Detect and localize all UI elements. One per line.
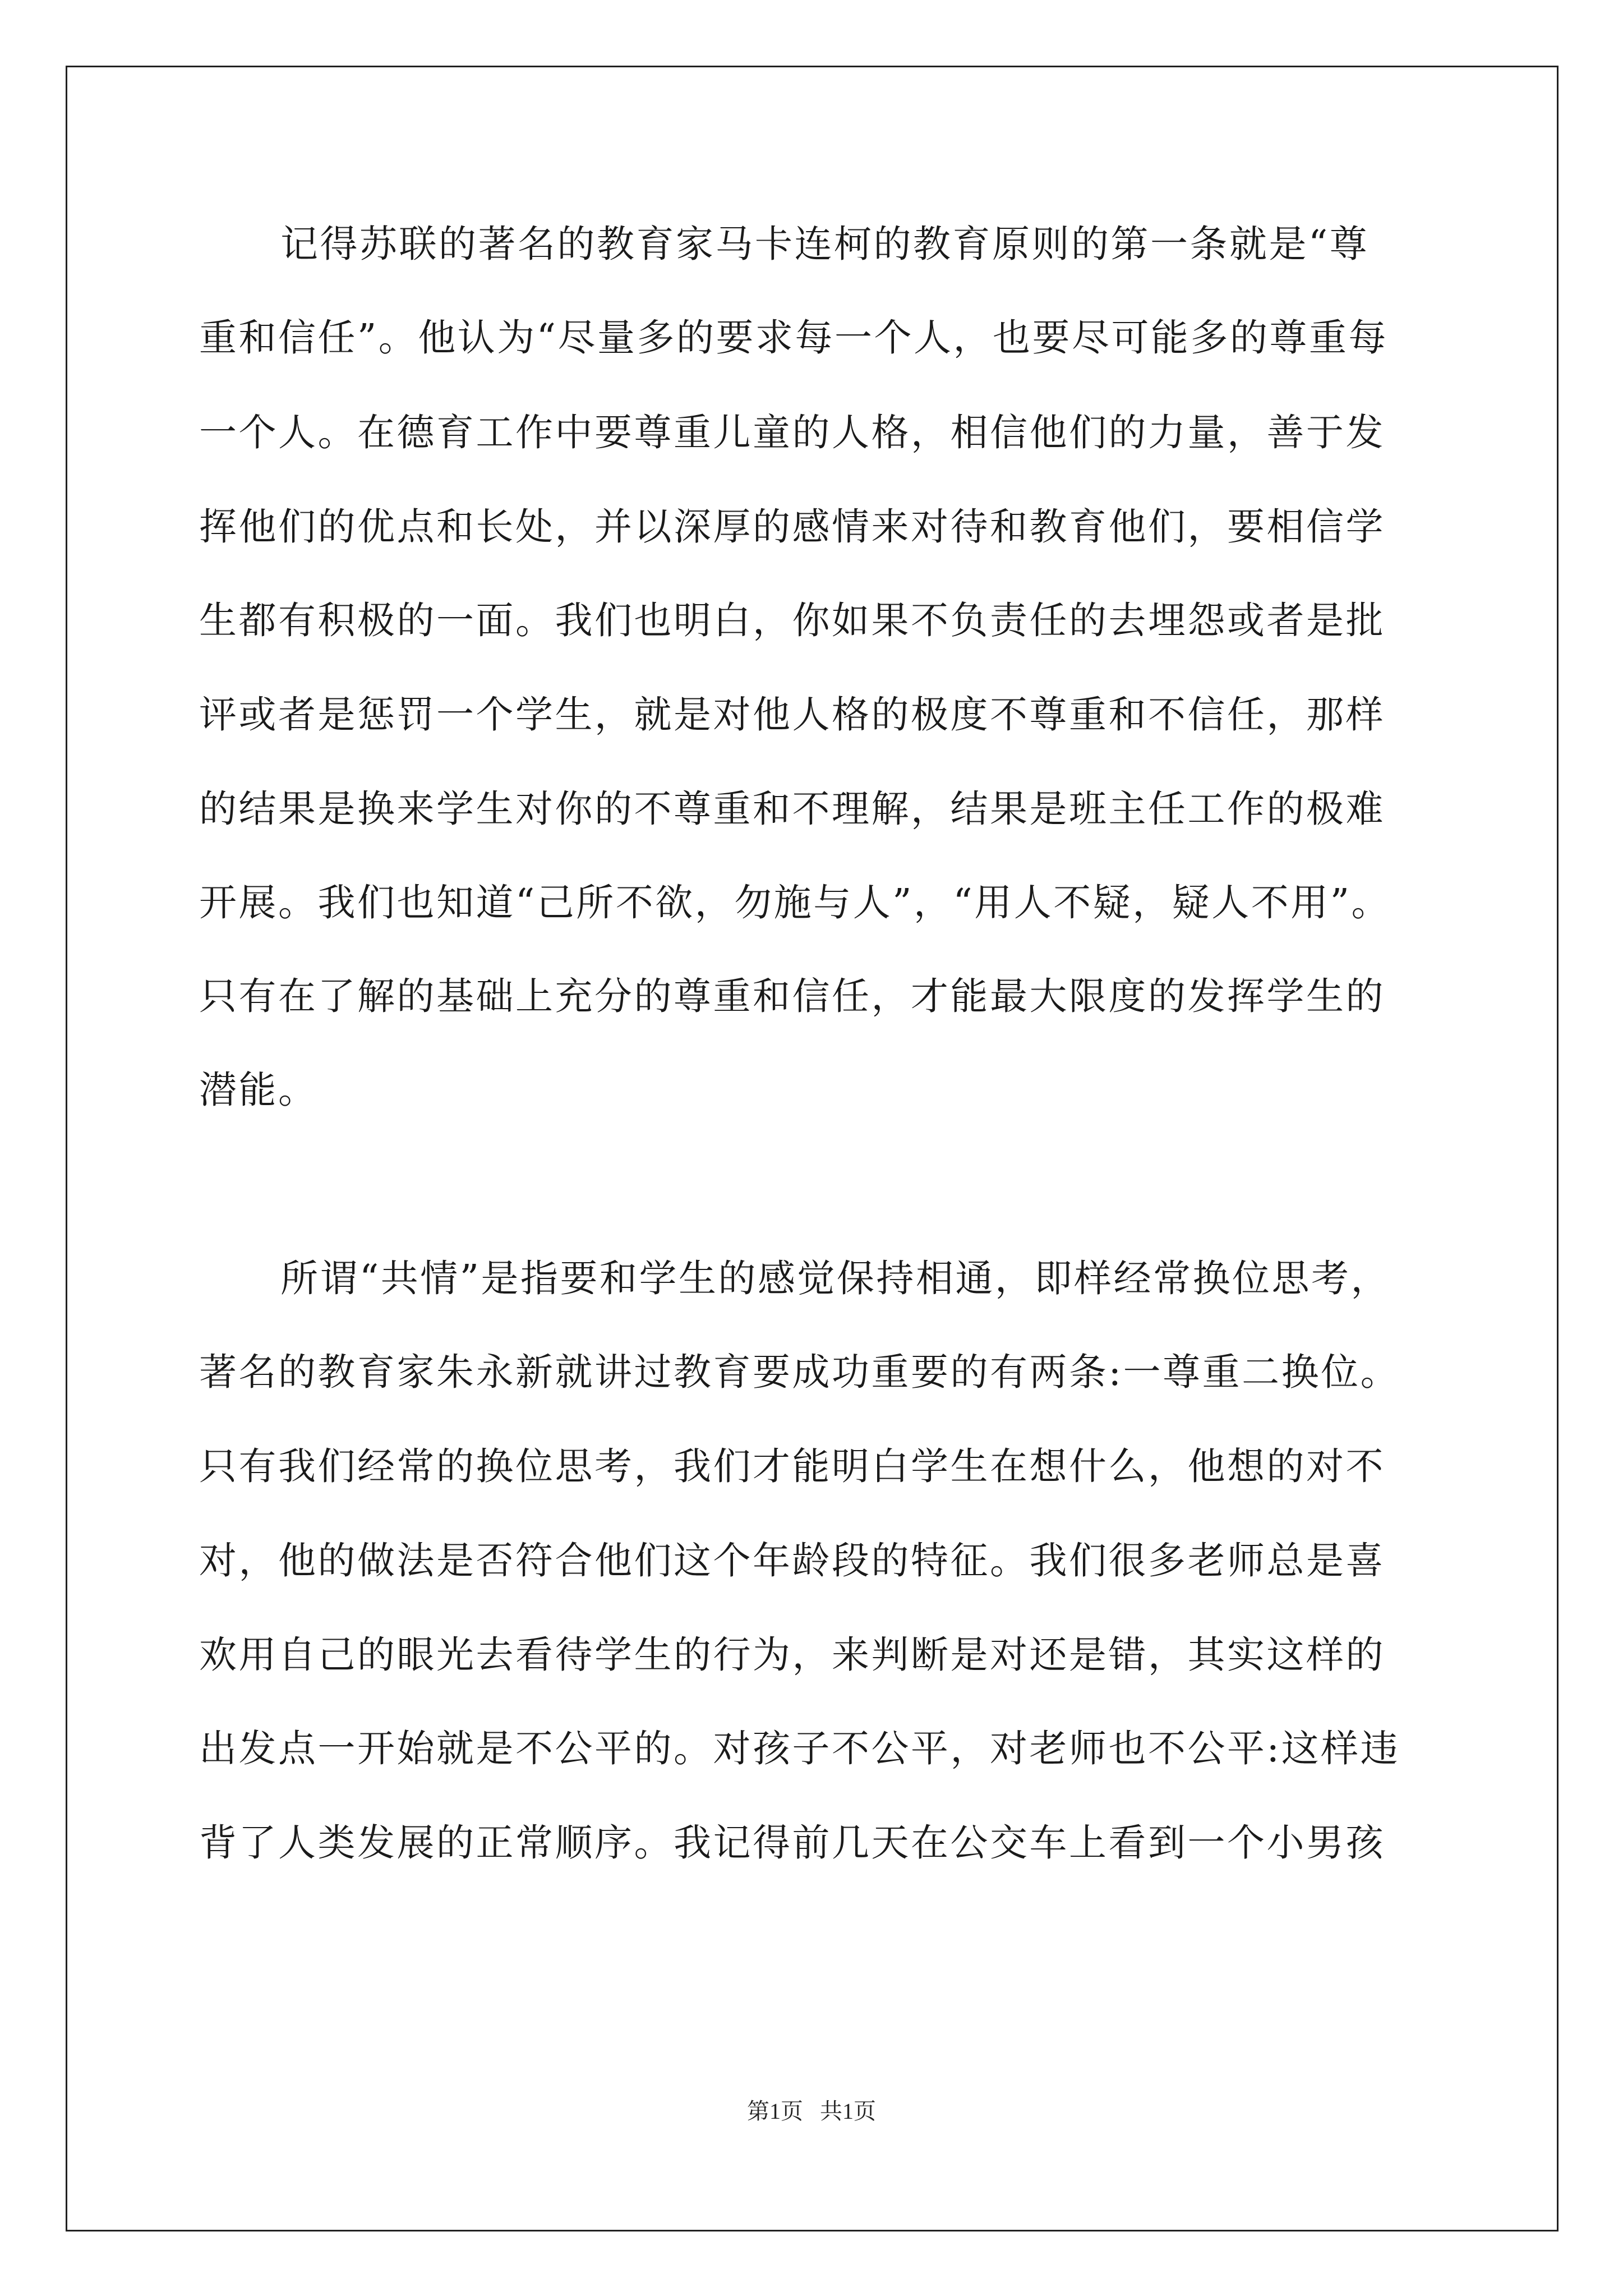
text-line: 潜能。	[199, 1068, 318, 1112]
text-line: 对，他的做法是否符合他们这个年龄段的特征。我们很多老师总是喜	[199, 1539, 1385, 1582]
text-line: 记得苏联的著名的教育家马卡连柯的教育原则的第一条就是“尊	[280, 222, 1370, 266]
page-footer	[0, 2096, 1623, 2127]
text-line: 背了人类发展的正常顺序。我记得前几天在公交车上看到一个小男孩	[199, 1821, 1385, 1865]
text-line: 挥他们的优点和长处，并以深厚的感情来对待和教育他们，要相信学	[199, 505, 1385, 549]
text-line: 的结果是换来学生对你的不尊重和不理解，结果是班主任工作的极难	[199, 787, 1385, 831]
page-number-label: 第1页 共1页	[747, 2099, 876, 2124]
text-line: 一个人。在德育工作中要尊重儿童的人格，相信他们的力量，善于发	[199, 411, 1385, 454]
text-line: 所谓“共情”是指要和学生的感觉保持相通，即样经常换位思考，	[280, 1257, 1391, 1300]
text-line: 出发点一开始就是不公平的。对孩子不公平，对老师也不公平:这样违	[199, 1727, 1400, 1770]
text-line: 评或者是惩罚一个学生，就是对他人格的极度不尊重和不信任，那样	[199, 693, 1385, 737]
text-line: 开展。我们也知道“己所不欲，勿施与人”，“用人不疑，疑人不用”。	[199, 881, 1391, 924]
text-line: 著名的教育家朱永新就讲过教育要成功重要的有两条:一尊重二换位。	[199, 1350, 1400, 1394]
text-line: 欢用自己的眼光去看待学生的行为，来判断是对还是错，其实这样的	[199, 1633, 1385, 1677]
text-line: 重和信任”。他认为“尽量多的要求每一个人，也要尽可能多的尊重每	[199, 316, 1389, 360]
text-line: 生都有积极的一面。我们也明白，你如果不负责任的去埋怨或者是批	[199, 599, 1385, 642]
text-line: 只有我们经常的换位思考，我们才能明白学生在想什么，他想的对不	[199, 1444, 1385, 1488]
page-border	[66, 66, 1559, 2231]
text-line: 只有在了解的基础上充分的尊重和信任，才能最大限度的发挥学生的	[199, 974, 1385, 1018]
